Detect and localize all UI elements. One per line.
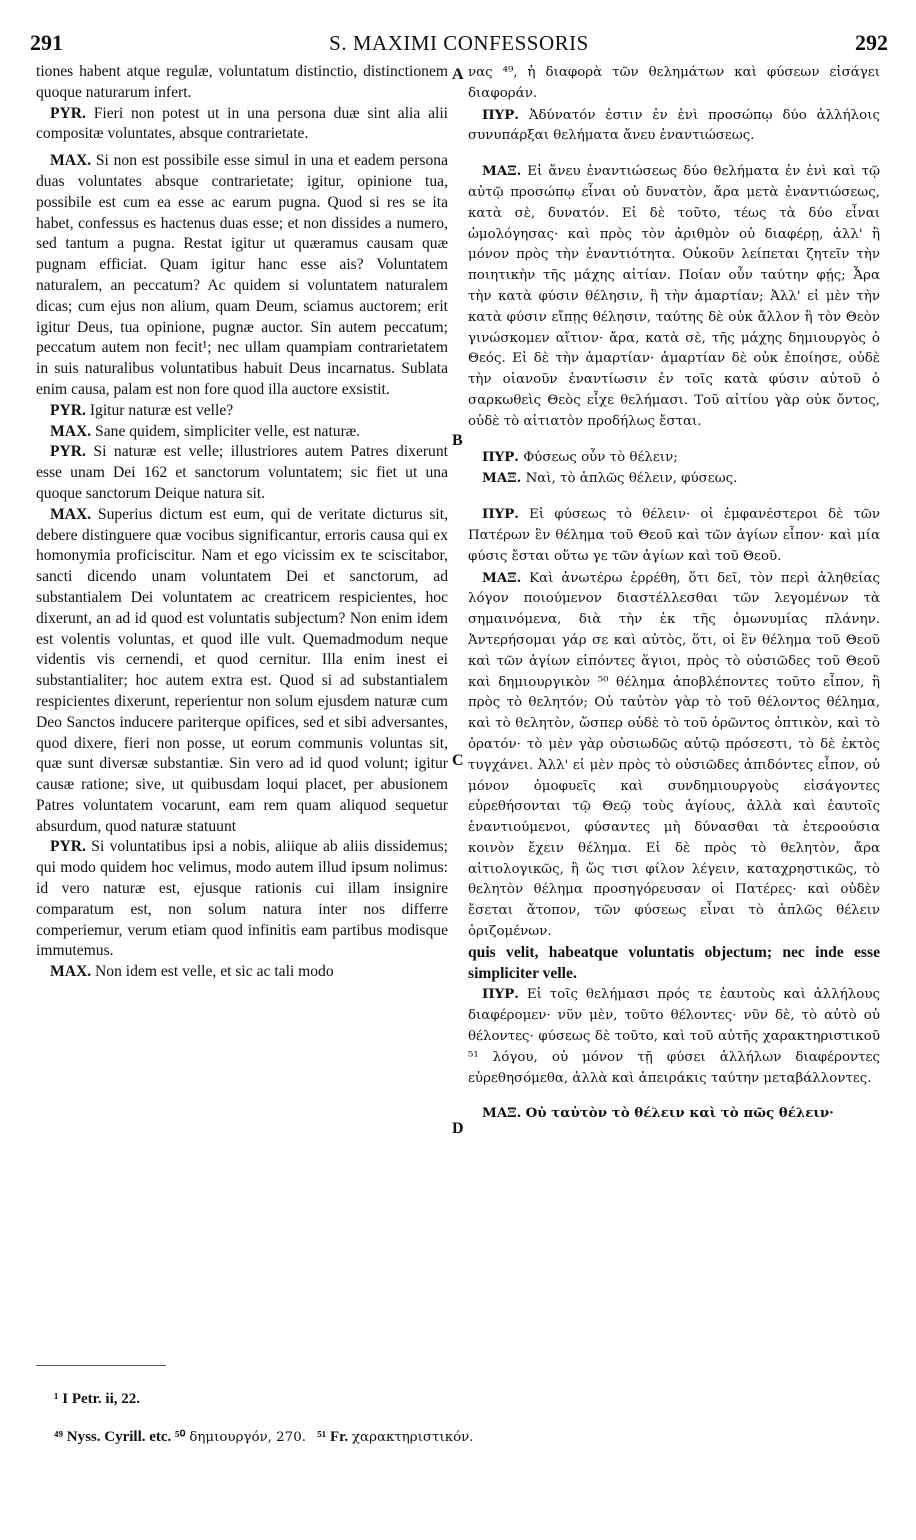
running-title: S. MAXIMI CONFESSORIS [329, 31, 589, 55]
greek-paragraph: ΜΑΞ. Καὶ ἀνωτέρω ἐρρέθη, ὅτι δεῖ, τὸν περὶ ἀληθείας λόγον ποιούμενον διαστέλλεσθαι τῶν λεγομένων τὰ σημαινόμενα, διὰ τὴν ἐκ τῆς ὁμωνυμίας πλάνην. Ἀντερήσομαι γάρ σε καὶ αὐτὸς, ὅτι, οἱ ἓν θέλημα τοῦ Θεοῦ καὶ τῶν ἁγίων εἰπόντες ἅγιοι, πρὸς τὸ οὐσιῶδες τοῦ Θεοῦ καὶ δημιουργικὸν ⁵⁰ θέλημα ἀποβλέποντες τοῦτο εἶπον, ἢ πρὸς τὸ θελητόν; Οὐ ταὐτὸν γὰρ τὸ τοῦ θέλοντος θέλημα, καὶ τὸ θελητὸν, ὥσπερ οὐδὲ τὸ τοῦ ὁρῶντος ὀπτικὸν, καὶ τὸ ὁρατόν· τὸ μὲν γὰρ οὐσιωδῶς αὐτῷ πρόσεστι, τὸ δὲ ἐκτὸς τυγχάνει. Ἀλλ' εἰ μὲν πρὸς τὸ οὐσιῶδες ἀπιδόντες εἶπον, οὐ μόνον ὁμοφυεῖς καὶ συνδημιουργοὺς εἰσάγοντες εὑρεθήσονται τῷ Θεῷ τοὺς ἁγίους, ἀλλὰ καὶ ἑαυτοῖς ἐναντιούμενοι, φύσαντες μὴ δύνασθαι τὰ ἑτεροούσια κοινὸν ἔχειν θέλημα. Εἰ δὲ πρὸς τὸ θελητὸν, ἄρα αἰτιολογικῶς, ἢ ὥς τισι φίλον λέγειν, καταχρηστικῶς, τὸ θελητὸν θέλημα προσηγόρευσαν οἱ Πατέρες· καὶ οὐδὲν ἔσεται ἄτοπον, τῶν φύσεως εἶναι τὸ ἁπλῶς θέλειν ὁριζομένων. [468, 569, 880, 940]
speaker-label: ΠΥΡ. [482, 448, 519, 465]
greek-paragraph: ΠΥΡ. Ἀδύνατόν ἐστιν ἐν ἑνὶ προσώπῳ δύο ἀλλήλοις συνυπάρξαι θελήματα ἄνευ ἐναντιώσεως. [468, 106, 880, 144]
greek-paragraph: ΜΑΞ. Ναὶ, τὸ ἁπλῶς θέλειν, φύσεως. [482, 470, 738, 487]
latin-paragraph: PYR. Igitur naturæ est velle? [50, 401, 234, 419]
footnote: ⁴⁹ Nyss. Cyrill. etc. ⁵⁰ δημιουργόν, 270. ⁵¹ Fr. χαρακτηριστικόν. [54, 1429, 474, 1445]
greek-paragraph: ΜΑΞ. Εἰ ἄνευ ἐναντιώσεως δύο θελήματα ἐν ἑνὶ καὶ τῷ αὐτῷ προσώπῳ εἶναι οὐ δυνατὸν, ἄρα μετὰ ἐναντιώσεως, κατὰ σὲ, δυνατόν. Εἰ δὲ τοῦτο, τέως τὰ δύο εἶναι ὡμολόγησας· καὶ πρὸς τὸν ἀριθμὸν οὐ διαφέρῃ, ἀλλ' ἢ μόνον πρὸς τὴν ἐναντιότητα. Οὐκοῦν λείπεται ζητεῖν τὴν ποιητικὴν τῆς μάχης αἰτίαν. Ποίαν οὖν ταύτην φῄς; Ἆρα τὴν κατὰ φύσιν θέλησιν, ἢ τὴν ἁμαρτίαν; Ἀλλ' εἰ μὲν τὴν κατὰ φύσιν εἴπῃς θέλησιν, ταύτης δὲ οὐκ ἄλλον ἢ τὸν Θεὸν γινώσκομεν αἴτιον· ἄρα, κατὰ σὲ, τῆς μάχης δημιουργὸς ὁ Θεός. Εἰ δὲ τὴν ἁμαρτίαν· ἁμαρτίαν δὲ οὐκ ἐποίησε, οὐδὲ τὴν οἱανοῦν ἐναντίωσιν ἐν τοῖς κατὰ φύσιν αὐτοῦ ὁ σαρκωθεὶς Θεὸς εἶχε θελήμασι. Τοῦ αἰτίου γὰρ οὐκ ὄντος, οὐδὲ τὸ αἰτιατὸν προδήλως ἔσται. [468, 163, 880, 429]
speaker-label: ΜΑΞ. [482, 163, 522, 180]
latin-paragraph: MAX. Non idem est velle, et sic ac tali modo [50, 963, 334, 981]
speaker-label: MAX. [50, 505, 92, 523]
margin-letter-a: A [452, 66, 464, 83]
greek-paragraph: ΠΥΡ. Φύσεως οὖν τὸ θέλειν; [482, 448, 678, 465]
latin-paragraph: PYR. Fieri non potest ut in una persona duæ sint alia alii compositæ voluntates, absque contrarietate. [36, 104, 448, 143]
latin-column [36, 62, 448, 983]
greek-paragraph: ΠΥΡ. Εἰ φύσεως τὸ θέλειν· οἱ ἐμφανέστεροι δὲ τῶν Πατέρων ἓν θέλημα τοῦ Θεοῦ καὶ τῶν ἁγίων εἶπον· καὶ μία φύσις ἔσται οὕτω γε τῶν ἁγίων καὶ τοῦ Θεοῦ. [468, 506, 880, 564]
page-number-right: 292 [854, 30, 888, 55]
latin-paragraph: PYR. Si voluntatibus ipsi a nobis, aliique ab aliis dissidemus; qui modo quidem hoc velimus, modo autem illud ipsum nolimus: id vero naturæ est, ejusque rationis cui illam insignire comparatum est, non solum natura inter nos differre comperiemur, verum etiam quod infinitis eam partibus modisque immutemus. [36, 838, 449, 960]
speaker-label: MAX. [50, 422, 92, 440]
speaker-label: PYR. [50, 401, 86, 419]
greek-paragraph: ΜΑΞ. Οὐ ταὐτὸν τὸ θέλειν καὶ τὸ πῶς θέλειν· [482, 1105, 834, 1122]
speaker-label: ΠΥΡ. [482, 506, 519, 523]
footnote: ¹ I Petr. ii, 22. [54, 1391, 141, 1407]
speaker-label: ΠΥΡ. [482, 986, 519, 1003]
page-number-left: 291 [30, 30, 63, 55]
speaker-label: ΜΑΞ. [482, 1105, 522, 1122]
latin-continuation: quis velit, habeatque voluntatis objectum; nec inde esse simpliciter velle. [468, 943, 880, 982]
greek-paragraph: νας ⁴⁹, ἡ διαφορὰ τῶν θελημάτων καὶ φύσεων εἰσάγει διαφοράν. [468, 65, 880, 101]
footnotes [54, 1380, 874, 1457]
margin-letter-d: D [452, 1120, 464, 1137]
margin-letter-b: B [452, 432, 463, 449]
latin-paragraph: PYR. Si naturæ est velle; illustriores autem Patres dixerunt esse unam Dei 162 et sanctorum voluntatem; sic fiet ut una quoque sanctorum Deique natura sit. [36, 443, 448, 502]
latin-paragraph: tiones habent atque regulæ, voluntatum distinctio, distinctionem quoque naturarum infert. [36, 63, 448, 101]
speaker-label: PYR. [50, 838, 86, 856]
margin-letter-c: C [452, 752, 464, 769]
greek-paragraph: ΠΥΡ. Εἰ τοῖς θελήμασι πρός τε ἑαυτοὺς καὶ ἀλλήλους διαφέρομεν· νῦν μὲν, τοῦτο θέλοντες· νῦν δὲ, τὸ αὐτὸ οὐ θέλοντες· φύσεως δὲ τοῦτο, καὶ τοῦ αὐτῆς χαρακτηριστικοῦ ⁵¹ λόγου, οὐ μόνον τῇ φύσει ἀλλήλων διαφέροντες εὑρεθησόμεθα, ἀλλὰ καὶ ἀπειράκις ταύτην μεταβάλλοντες. [468, 986, 880, 1086]
latin-paragraph: MAX. Si non est possibile esse simul in una et eadem persona duas voluntates absque contrarietate; igitur, opinione tua, possibile est cum ea esse ac earum pugna. Quod si res se ita habet, confessus es hactenus duas esse; et non dissides a numero, sed tantum a pugna. Restat igitur ut quæramus causam quæ pugnam efficiat. Quam igitur hanc esse ais? Voluntatem naturalem, an peccatum? Ac quidem si voluntatem naturalem dicas; cum ejus non alium, quam Deum, sciamus auctorem; erit igitur Deus, tua opinione, pugnæ auctor. Sin autem peccatum; peccatum autem non fecit¹; nec ullam quampiam contrarietatem in suis naturalibus voluntatibus habuit Deus incarnatus. Sublata enim causa, palam est non fore quod illa auctore exsistit. [36, 152, 448, 398]
speaker-label: ΜΑΞ. [482, 470, 522, 487]
latin-paragraph: MAX. Superius dictum est eum, qui de veritate dicturus sit, debere distinguere quæ vocibus significantur, erroris causa qui ex homonymia proficiscitur. Nam et ego vicissim ex te sciscitabor, sancti dicendo unam voluntatem Dei et sanctorum, ad substantialem Dei voluntatem ac creatricem respicientes, hoc dixerunt, an ad id quod est voluntatis subjectum? Non enim idem est volentis voluntas, et quod ille vult. Quemadmodum neque videntis vis cernendi, et quod cernitur. Illa enim inest ei substantialiter; hoc autem extra est. Quod si ad substantialem respicientes dixerunt, reperientur non solum ejusdem naturæ cum Deo Sanctos inducere pariterque opifices, sed et sibi adversantes, quod dixere, fieri non posse, ut eorum communis voluntas sit, quæ sunt diversæ substantiæ. Sin vero ad id quod volunt; igitur causæ ratione; sive, ut quibusdam loqui placet, per abusionem Patres voluntatem vocarunt, eam rem quam aliquod sequetur absurdum, quod naturæ statuunt [36, 505, 448, 835]
speaker-label: ΠΥΡ. [482, 106, 519, 123]
greek-column [468, 62, 880, 1125]
speaker-label: PYR. [50, 104, 86, 122]
latin-paragraph: MAX. Sane quidem, simpliciter velle, est naturæ. [50, 422, 361, 440]
footnote-divider [36, 1365, 166, 1366]
speaker-label: PYR. [50, 443, 86, 461]
running-header [30, 30, 888, 60]
speaker-label: ΜΑΞ. [482, 569, 522, 586]
speaker-label: MAX. [50, 152, 92, 170]
speaker-label: MAX. [50, 963, 92, 981]
